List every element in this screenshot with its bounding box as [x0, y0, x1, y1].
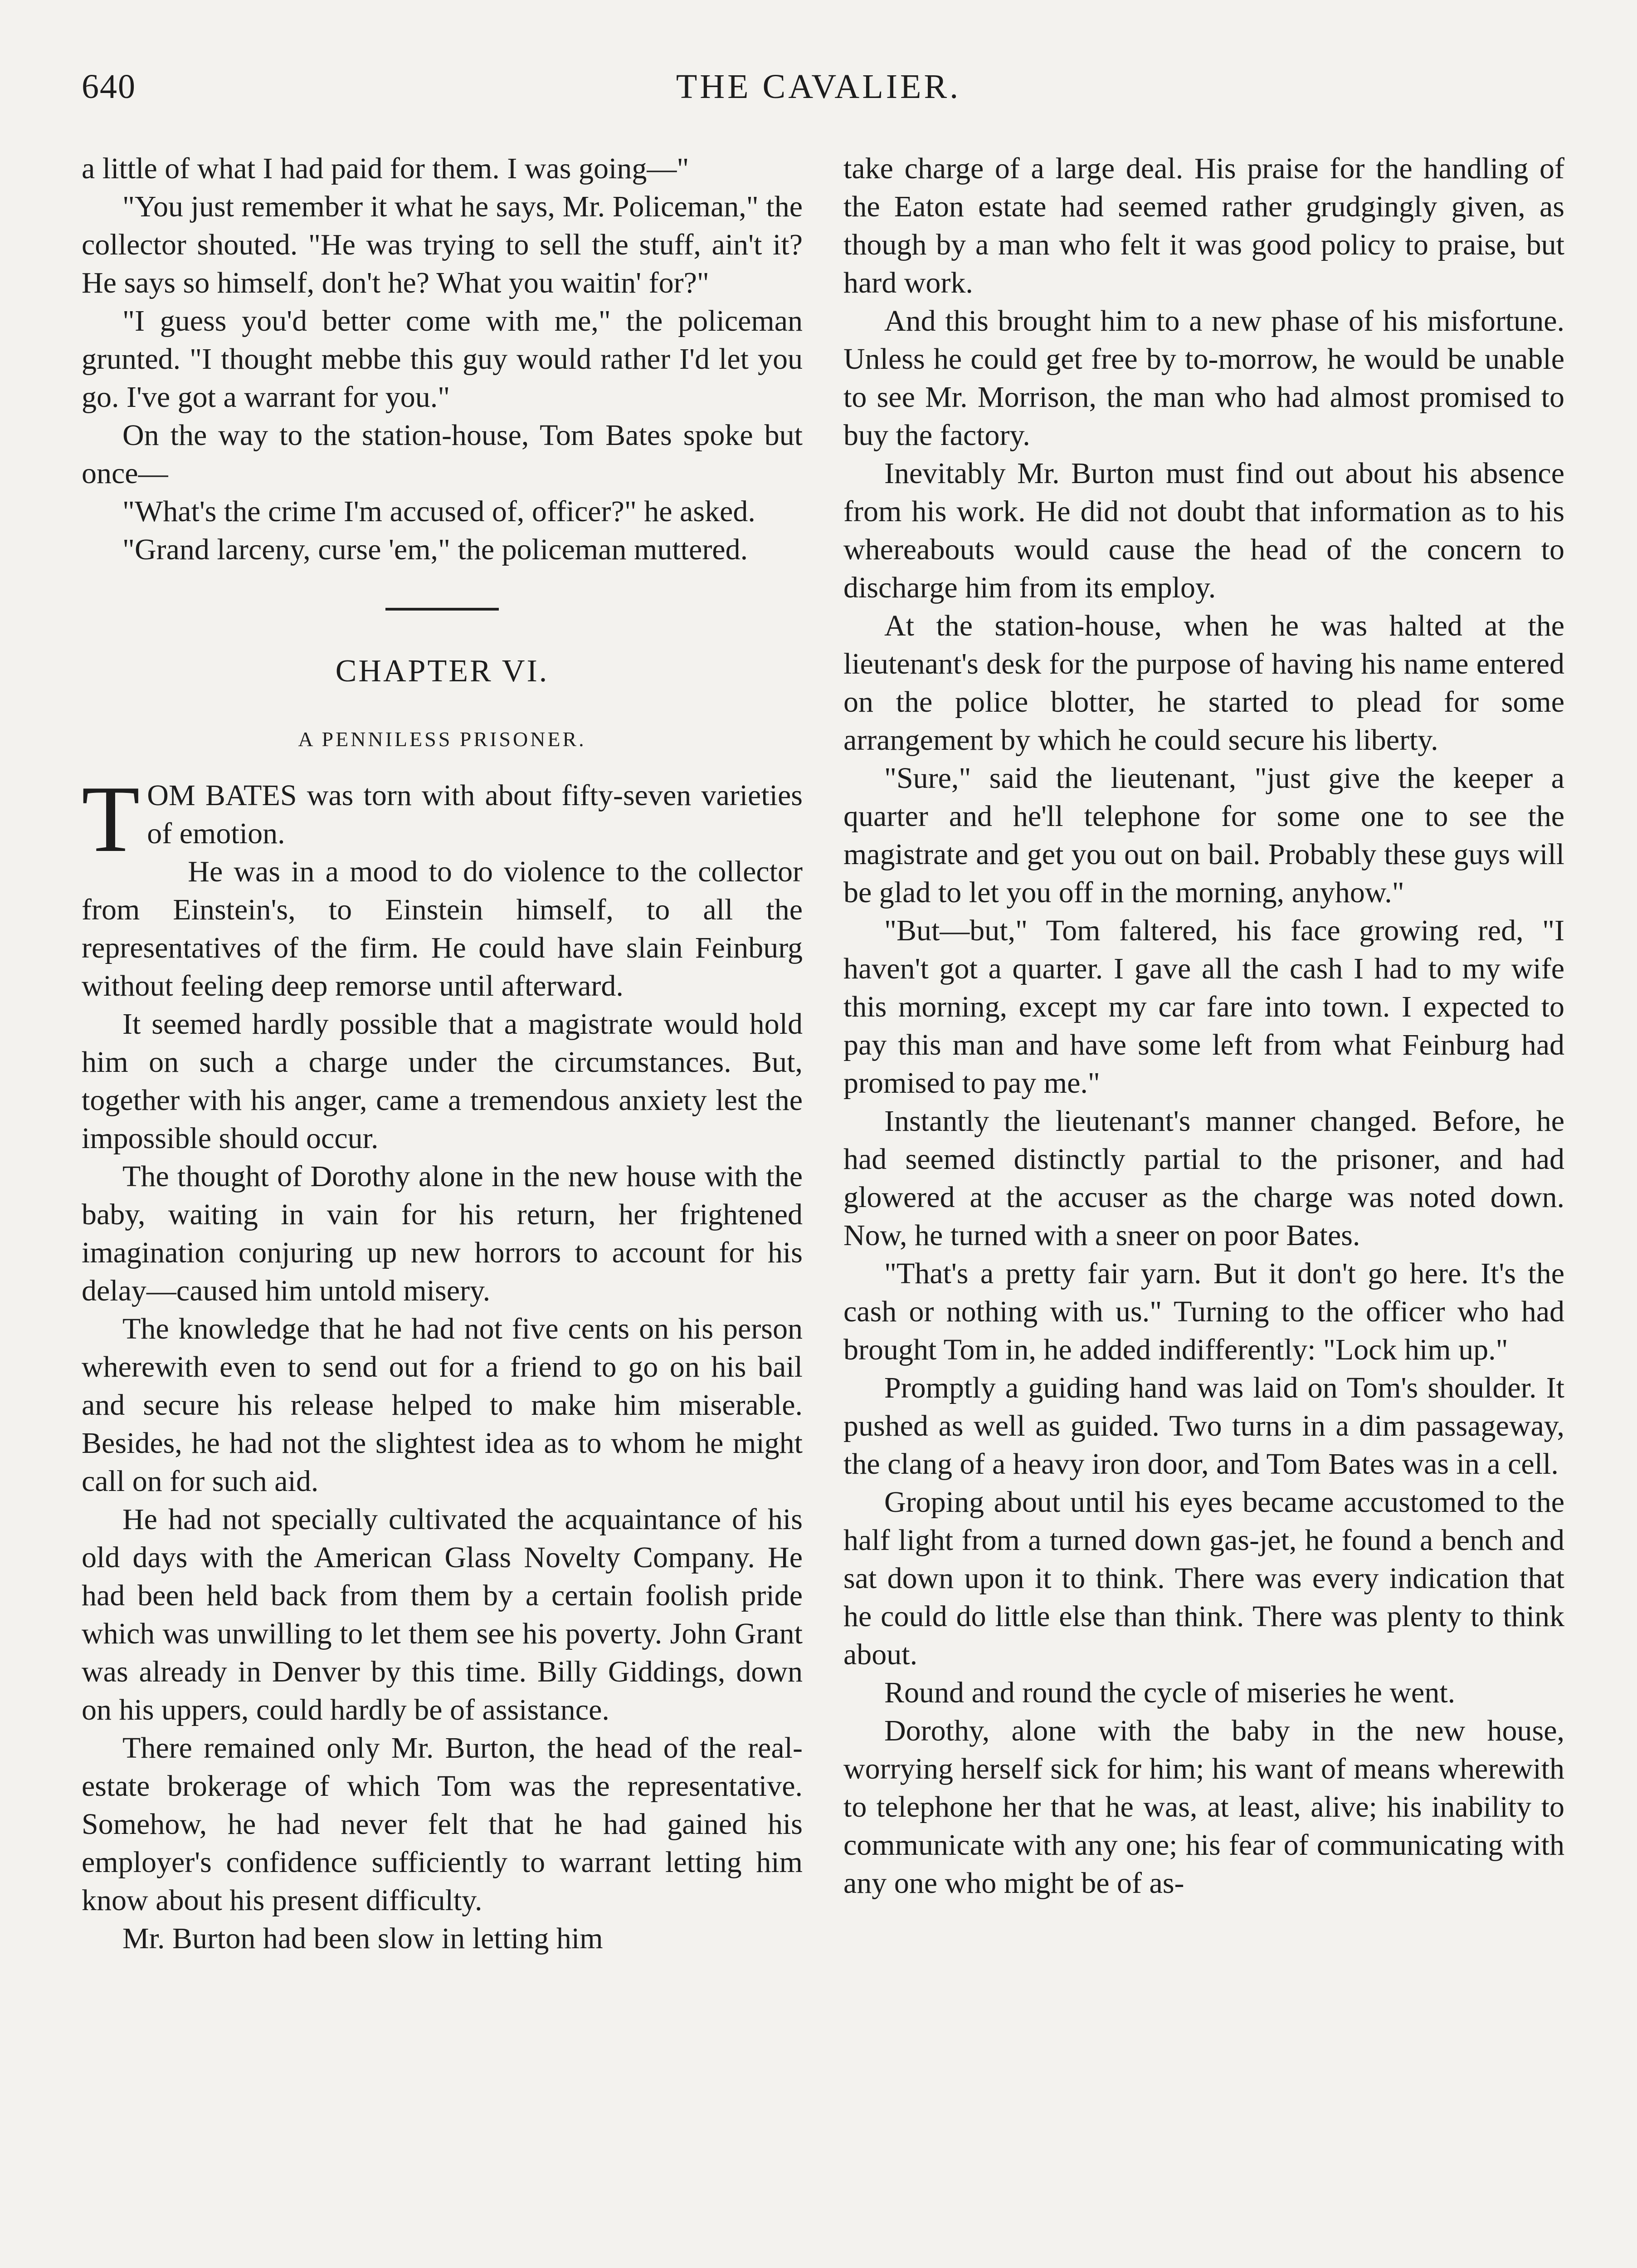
paragraph: "Sure," said the lieutenant, "just give the keeper a quarter and he'll telephone for some one to see the magistrate and get you out on bail. Probably these guys will be glad to let you off in the morning, anyhow."	[843, 762, 1564, 909]
paragraph: The knowledge that he had not five cents on his person wherewith even to send out for a friend to go on his bail and secure his release helped to make him miserable. Besides, he had not the slightest idea as to whom he might call on for such aid.	[82, 1312, 803, 1498]
paragraph: Round and round the cycle of miseries he went.	[884, 1676, 1456, 1709]
paragraph: Inevitably Mr. Burton must find out about his absence from his work. He did not doubt that information as to his whereabouts would cause the head of the concern to discharge him from its employ.	[843, 457, 1564, 604]
paragraph: The thought of Dorothy alone in the new house with the baby, waiting in vain for his return, her frightened imagination conjuring up new horrors to account for his delay—caused him untold misery.	[82, 1160, 803, 1307]
chapter-title: CHAPTER VI.	[335, 654, 549, 689]
paragraph: a little of what I had paid for them. I was going—"	[82, 152, 689, 185]
paragraph: "But—but," Tom faltered, his face growing red, "I haven't got a quarter. I gave all the cash I had to my wife this morning, except my car fare into town. I expected to pay this man and have some left from what Feinburg had promised to pay me."	[843, 914, 1564, 1100]
drop-cap: T	[82, 767, 140, 872]
paragraph: Mr. Burton had been slow in letting him	[122, 1922, 603, 1955]
section-divider	[385, 608, 499, 611]
paragraph: Groping about until his eyes became accustomed to the half light from a turned down gas-jet, he found a bench and sat down upon it to think. There was every indication that he could do little else than think. There was plenty to think about.	[843, 1486, 1564, 1671]
paragraph: "That's a pretty fair yarn. But it don't go here. It's the cash or nothing with us." Turning to the officer who had brought Tom in, he added indifferently: "Lock him up."	[843, 1257, 1564, 1366]
paragraph: Instantly the lieutenant's manner changed. Before, he had seemed distinctly partial to the prisoner, and had glowered at the accuser as the charge was noted down. Now, he turned with a sneer on poor Bates.	[843, 1105, 1564, 1252]
paragraph: "You just remember it what he says, Mr. Policeman," the collector shouted. "He was trying to sell the stuff, ain't it? He says so himself, don't he? What you waitin' for?"	[82, 190, 803, 299]
paragraph: "What's the crime I'm accused of, officer?" he asked.	[122, 495, 755, 528]
paragraph: take charge of a large deal. His praise for the handling of the Eaton estate had seemed rather grudgingly given, as though by a man who felt it was good policy to praise, but hard work.	[843, 152, 1564, 299]
paragraph: He was in a mood to do violence to the collector from Einstein's, to Einstein himself, to all the representatives of the firm. He could have slain Feinburg without feeling deep remorse until afterward.	[82, 855, 803, 1002]
chapter-opening-paragraph	[82, 767, 803, 872]
paragraph: There remained only Mr. Burton, the head of the real-estate brokerage of which Tom was the representative. Somehow, he had never felt that he had gained his employer's confidence sufficiently to warrant letting him know about his present difficulty.	[82, 1731, 803, 1917]
running-head: THE CAVALIER.	[676, 68, 961, 106]
paragraph: Promptly a guiding hand was laid on Tom's shoulder. It pushed as well as guided. Two turns in a dim passageway, the clang of a heavy iron door, and Tom Bates was in a cell.	[843, 1371, 1564, 1481]
paragraph: At the station-house, when he was halted at the lieutenant's desk for the purpose of having his name entered on the police blotter, he started to plead for some arrangement by which he could secure his liberty.	[843, 609, 1564, 757]
paragraph: "Grand larceny, curse 'em," the policeman muttered.	[122, 533, 748, 566]
page-number: 640	[82, 68, 136, 106]
right-column	[843, 150, 1564, 1902]
paragraph: And this brought him to a new phase of his misfortune. Unless he could get free by to-morrow, he would be unable to see Mr. Morrison, the man who had almost promised to buy the factory.	[843, 304, 1564, 452]
paragraph: It seemed hardly possible that a magistrate would hold him on such a charge under the circumstances. But, together with his anger, came a tremendous anxiety lest the impossible should occur.	[82, 1007, 803, 1155]
paragraph: "I guess you'd better come with me," the policeman grunted. "I thought mebbe this guy would rather I'd let you go. I've got a warrant for you."	[82, 304, 803, 414]
left-column	[82, 150, 803, 1958]
paragraph: Dorothy, alone with the baby in the new house, worrying herself sick for him; his want of means wherewith to telephone her that he was, at least, alive; his inability to communicate with any one; his fear of communicating with any one who might be of as-	[843, 1714, 1564, 1900]
opening-text: OM BATES was torn with about fifty-seven varieties of emotion.	[147, 779, 803, 850]
paragraph: On the way to the station-house, Tom Bates spoke but once—	[82, 419, 803, 490]
chapter-subtitle: A PENNILESS PRISONER.	[298, 728, 586, 751]
paragraph: He had not specially cultivated the acquaintance of his old days with the American Glass Novelty Company. He had been held back from them by a certain foolish pride which was unwilling to let them see his poverty. John Grant was already in Denver by this time. Billy Giddings, down on his uppers, could hardly be of assistance.	[82, 1503, 803, 1726]
